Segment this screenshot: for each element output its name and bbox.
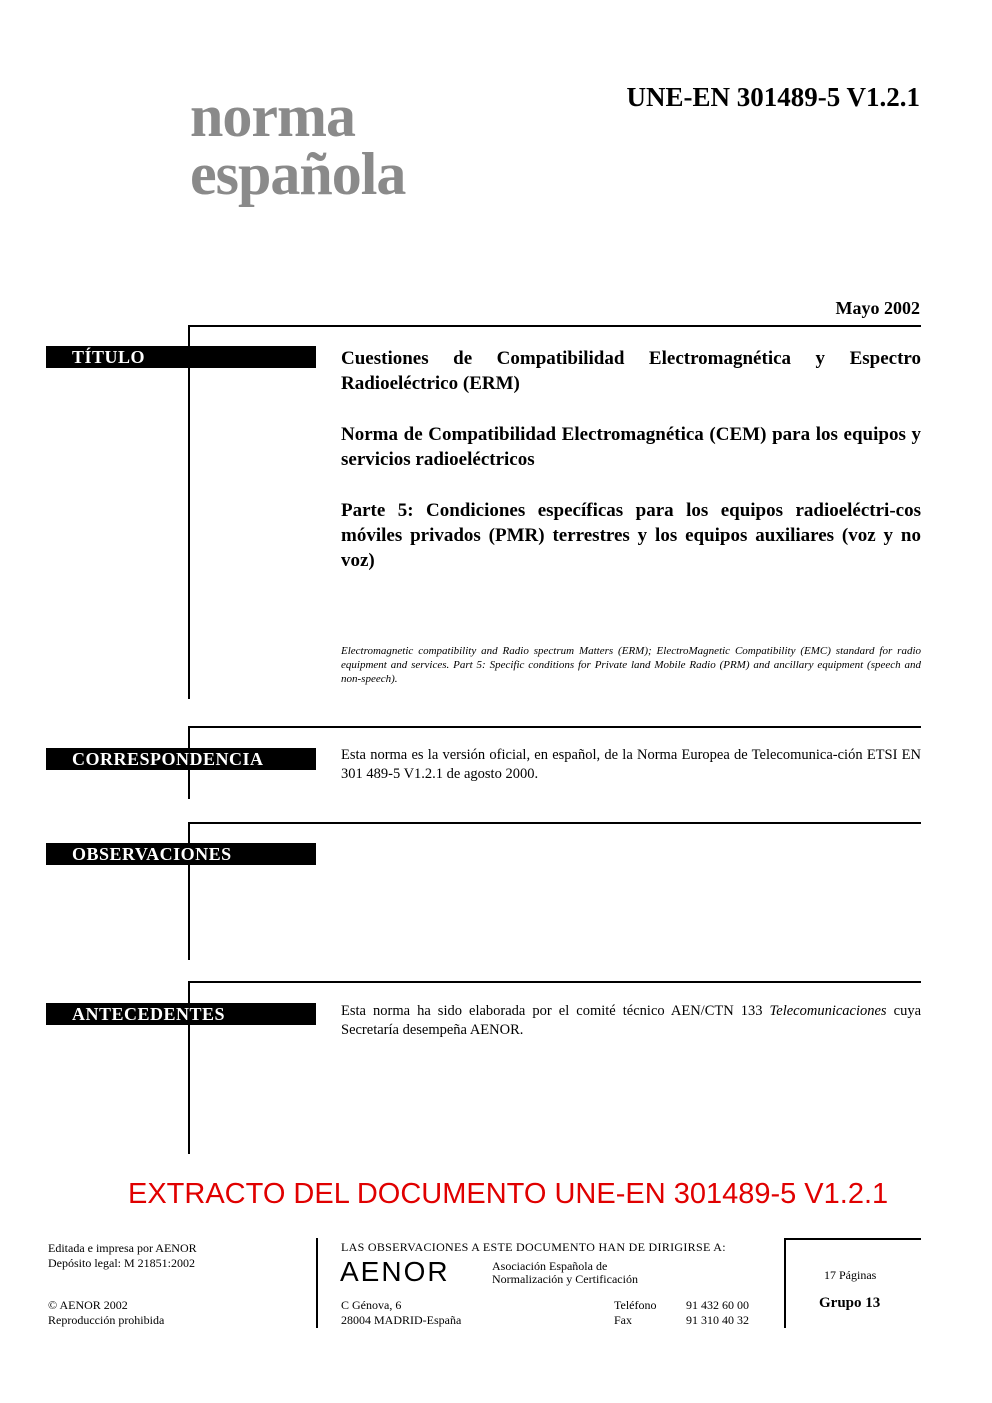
section-divider — [188, 981, 921, 983]
label-antecedentes: ANTECEDENTES — [46, 1003, 316, 1025]
section-divider — [188, 822, 921, 824]
box-left-rule — [784, 1238, 786, 1328]
brand-espanola: española — [190, 141, 406, 207]
label-correspondencia: CORRESPONDENCIA — [46, 748, 316, 770]
section-divider — [188, 726, 921, 728]
section-divider — [188, 325, 921, 327]
address-city: 28004 MADRID-España — [341, 1313, 462, 1327]
title-paragraph: Parte 5: Condiciones específicas para los equipos radioeléctri-cos móviles privados (PMR) terrestres y los equipos auxiliares (voz y no voz) — [341, 500, 921, 571]
section-vertical-rule — [188, 325, 190, 699]
committee-name: Telecomunicaciones — [769, 1003, 887, 1019]
title-paragraph: Cuestiones de Compatibilidad Electromagnética y Espectro Radioeléctrico (ERM) — [341, 348, 921, 394]
phone-label: Teléfono — [614, 1298, 657, 1312]
extract-notice: EXTRACTO DEL DOCUMENTO UNE-EN 301489-5 V1.2.1 — [128, 1178, 889, 1210]
title-block — [341, 346, 921, 599]
phone-number: 91 432 60 00 — [686, 1298, 749, 1312]
aenor-logo: AENOR — [340, 1256, 450, 1287]
edited-by: Editada e impresa por AENOR — [48, 1241, 197, 1255]
box-top-rule — [784, 1238, 921, 1240]
footer-separator — [316, 1238, 318, 1328]
fax-number: 91 310 40 32 — [686, 1313, 749, 1327]
observations-header: LAS OBSERVACIONES A ESTE DOCUMENTO HAN DE DIRIGIRSE A: — [341, 1240, 726, 1254]
copyright: © AENOR 2002 — [48, 1298, 128, 1312]
aenor-name-line: Asociación Española de — [492, 1259, 608, 1273]
reproduction-notice: Reproducción prohibida — [48, 1313, 165, 1327]
english-title: Electromagnetic compatibility and Radio spectrum Matters (ERM); ElectroMagnetic Compatibility (EMC) standard for radio equipment and services. Part 5: Specific conditions for Private land Mobile Radio (PRM) and ancillary equipment (speech and non-speech). — [341, 645, 921, 685]
publication-date: Mayo 2002 — [835, 298, 920, 318]
brand-norma: norma — [190, 83, 355, 149]
label-observaciones: OBSERVACIONES — [46, 843, 316, 865]
price-group: Grupo 13 — [819, 1295, 881, 1311]
title-paragraph: Norma de Compatibilidad Electromagnética (CEM) para los equipos y servicios radioeléctricos — [341, 424, 921, 470]
address-street: C Génova, 6 — [341, 1298, 402, 1312]
legal-deposit: Depósito legal: M 21851:2002 — [48, 1256, 195, 1270]
label-titulo: TÍTULO — [46, 346, 316, 368]
aenor-name-line: Normalización y Certificación — [492, 1272, 638, 1286]
aenor-full-name — [492, 1260, 638, 1286]
fax-label: Fax — [614, 1313, 632, 1327]
antecedentes-text-end: cuya Secretaría desempeña AENOR. — [341, 1003, 922, 1038]
correspondencia-text: Esta norma es la versión oficial, en español, de la Norma Europea de Telecomunica-ción ETSI EN 301 489-5 V1.2.1 de agosto 2000. — [341, 747, 921, 782]
antecedentes-text-start: Esta norma ha sido elaborada por el comité técnico AEN/CTN 133 — [341, 1003, 770, 1019]
document-code: UNE-EN 301489-5 V1.2.1 — [626, 82, 920, 112]
antecedentes-text — [341, 1002, 921, 1040]
page-count: 17 Páginas — [824, 1268, 877, 1282]
